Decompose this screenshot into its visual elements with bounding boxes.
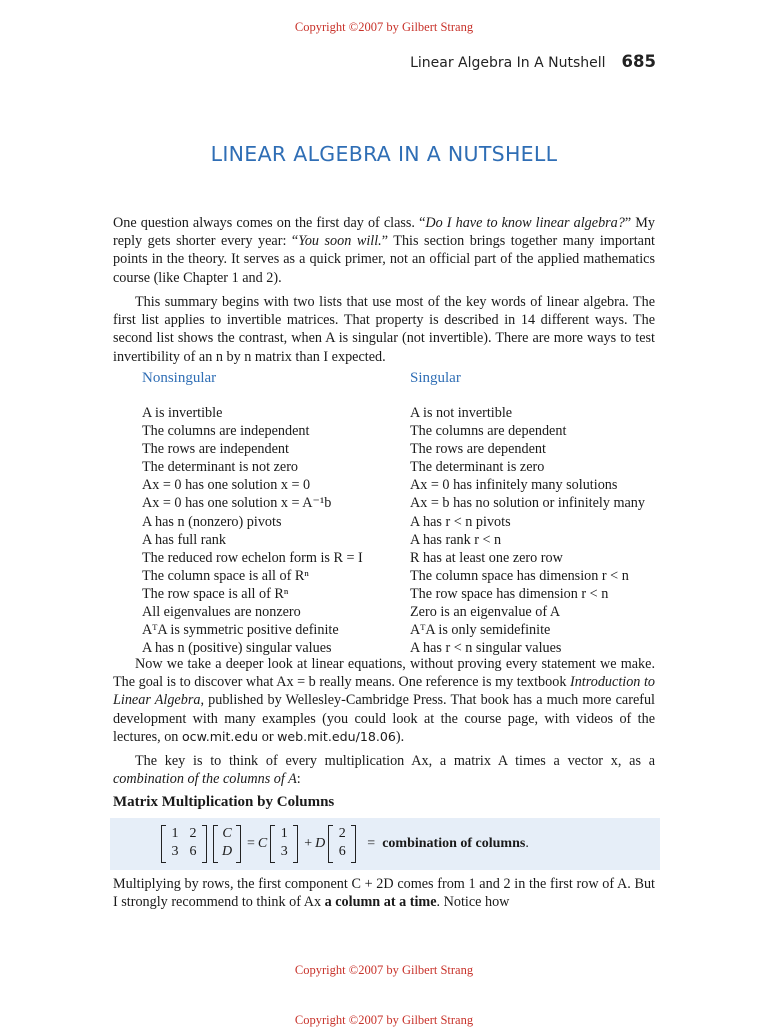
list-item: A has r < n singular values bbox=[410, 640, 562, 657]
page-title: LINEAR ALGEBRA IN A NUTSHELL bbox=[210, 142, 558, 166]
list-item: R has at least one zero row bbox=[410, 549, 563, 566]
vector-x bbox=[213, 825, 241, 863]
ocw-link[interactable]: ocw.mit.edu bbox=[181, 728, 259, 744]
list-item: A is not invertible bbox=[410, 405, 513, 421]
equals-sign: = bbox=[367, 836, 376, 851]
text: Now we take a deeper look at linear equations, without proving every statement we make. The goal is to discover what Ax = b really means. One reference is my textbook bbox=[113, 656, 655, 691]
equation-box bbox=[110, 818, 660, 870]
text: . Notice how bbox=[436, 894, 510, 911]
column-entry: 3 bbox=[280, 844, 288, 859]
list-item: The determinant is not zero bbox=[142, 459, 299, 476]
quote-italic: Do I have to know linear algebra? bbox=[425, 215, 625, 231]
list-item: The rows are independent bbox=[142, 441, 289, 458]
text: Multiplying by rows, the first component C + 2D comes from 1 and 2 in the first row of A. But I strongly recommend to think of Ax bbox=[113, 876, 655, 911]
list-item: AᵀA is only semidefinite bbox=[410, 622, 551, 639]
text: ” My reply gets shorter every year: “ bbox=[113, 215, 655, 250]
matrix-equation bbox=[158, 824, 529, 864]
singular-list bbox=[410, 370, 710, 657]
header-copyright: Copyright ©2007 by Gilbert Strang bbox=[294, 20, 474, 34]
list-item: A is invertible bbox=[142, 405, 223, 421]
paragraph-rows bbox=[113, 875, 655, 911]
column-entry: 2 bbox=[338, 826, 346, 841]
coefficient: D bbox=[315, 836, 326, 851]
page-number: 685 bbox=[621, 52, 656, 71]
column-2 bbox=[328, 825, 356, 863]
matrix-entry: 1 bbox=[171, 826, 179, 841]
text: : bbox=[296, 771, 301, 788]
list-item: A has rank r < n bbox=[410, 531, 502, 548]
list-item: Ax = 0 has infinitely many solutions bbox=[410, 477, 618, 494]
list-item: The determinant is zero bbox=[410, 459, 545, 476]
list-item: AᵀA is symmetric positive definite bbox=[142, 622, 339, 639]
paragraph-intro bbox=[113, 214, 655, 287]
reply-italic: You soon will. bbox=[298, 233, 382, 250]
list-item: The reduced row echelon form is R = I bbox=[142, 549, 363, 566]
list-item: A has n (nonzero) pivots bbox=[142, 513, 282, 530]
list-item: The row space has dimension r < n bbox=[410, 585, 609, 602]
matrix-entry: 6 bbox=[189, 844, 197, 859]
list-item: The row space is all of Rⁿ bbox=[142, 585, 289, 602]
list-item: The column space has dimension r < n bbox=[410, 567, 629, 584]
list-item: The columns are independent bbox=[142, 423, 310, 440]
matrix-entry: 2 bbox=[189, 826, 197, 841]
list-item: All eigenvalues are nonzero bbox=[142, 604, 301, 621]
running-head bbox=[300, 52, 656, 71]
book-title: Introduction to Linear Algebra bbox=[113, 674, 655, 709]
text: ). bbox=[395, 728, 405, 745]
text: or bbox=[258, 728, 278, 745]
list-item: Ax = b has no solution or infinitely many bbox=[410, 495, 645, 512]
course-link[interactable]: web.mit.edu/18.06 bbox=[277, 728, 396, 744]
list-item: Zero is an eigenvalue of A bbox=[410, 604, 561, 621]
nonsingular-list bbox=[142, 370, 410, 657]
emphasis: combination of the columns of A bbox=[113, 771, 297, 788]
nonsingular-heading: Nonsingular bbox=[142, 370, 217, 386]
column-entry: 6 bbox=[338, 844, 346, 859]
vector-entry: D bbox=[221, 844, 233, 859]
paragraph-summary: This summary begins with two lists that use most of the key words of linear algebra. The first list applies to invertible matrices. That property is described in 14 different ways. The second list shows the contrast, when A is singular (not invertible). There are more ways to test invertibility of an n by n matrix than I expected. bbox=[113, 294, 655, 365]
footer-copyright-repeat: Copyright ©2007 by Gilbert Strang bbox=[294, 1013, 474, 1027]
column-entry: 1 bbox=[280, 826, 288, 841]
matrix-a bbox=[161, 825, 207, 863]
period: . bbox=[525, 836, 529, 851]
text: , published by Wellesley-Cambridge Press. That book has a much more careful development with many examples (you could look at the course page, with videos of the lectures, on bbox=[113, 692, 656, 745]
equation-result: combination of columns bbox=[382, 836, 526, 851]
list-item: A has n (positive) singular values bbox=[142, 640, 332, 657]
list-item: Ax = 0 has one solution x = 0 bbox=[142, 477, 311, 494]
singular-heading: Singular bbox=[410, 370, 461, 386]
list-item: The column space is all of Rⁿ bbox=[142, 567, 309, 584]
list-item: A has r < n pivots bbox=[410, 513, 511, 530]
list-item: The rows are dependent bbox=[410, 441, 546, 458]
coefficient: C bbox=[257, 836, 268, 851]
paragraph-key-idea bbox=[113, 752, 655, 788]
vector-entry: C bbox=[222, 826, 232, 841]
equals-sign: = bbox=[247, 836, 255, 851]
text: One question always comes on the first day of class. “ bbox=[113, 215, 426, 231]
list-item: The columns are dependent bbox=[410, 423, 567, 440]
paragraph-linear-equations bbox=[113, 655, 655, 746]
list-item: A has full rank bbox=[142, 531, 226, 548]
text: The key is to think of every multiplication Ax, a matrix A times a vector x, as a bbox=[135, 753, 655, 769]
section-heading: Matrix Multiplication by Columns bbox=[113, 794, 335, 810]
plus-sign: + bbox=[304, 836, 313, 851]
footer-copyright: Copyright ©2007 by Gilbert Strang bbox=[294, 963, 474, 977]
matrix-entry: 3 bbox=[171, 844, 179, 859]
column-1 bbox=[270, 825, 298, 863]
text: ” This section brings together many important points in the theory. It serves as a quick primer, not an official part of the applied mathematics course (like Chapter 1 and 2). bbox=[113, 233, 655, 286]
running-title: Linear Algebra In A Nutshell bbox=[410, 55, 606, 71]
list-item: Ax = 0 has one solution x = A⁻¹b bbox=[142, 495, 332, 512]
emphasis-bold: a column at a time bbox=[324, 894, 437, 911]
